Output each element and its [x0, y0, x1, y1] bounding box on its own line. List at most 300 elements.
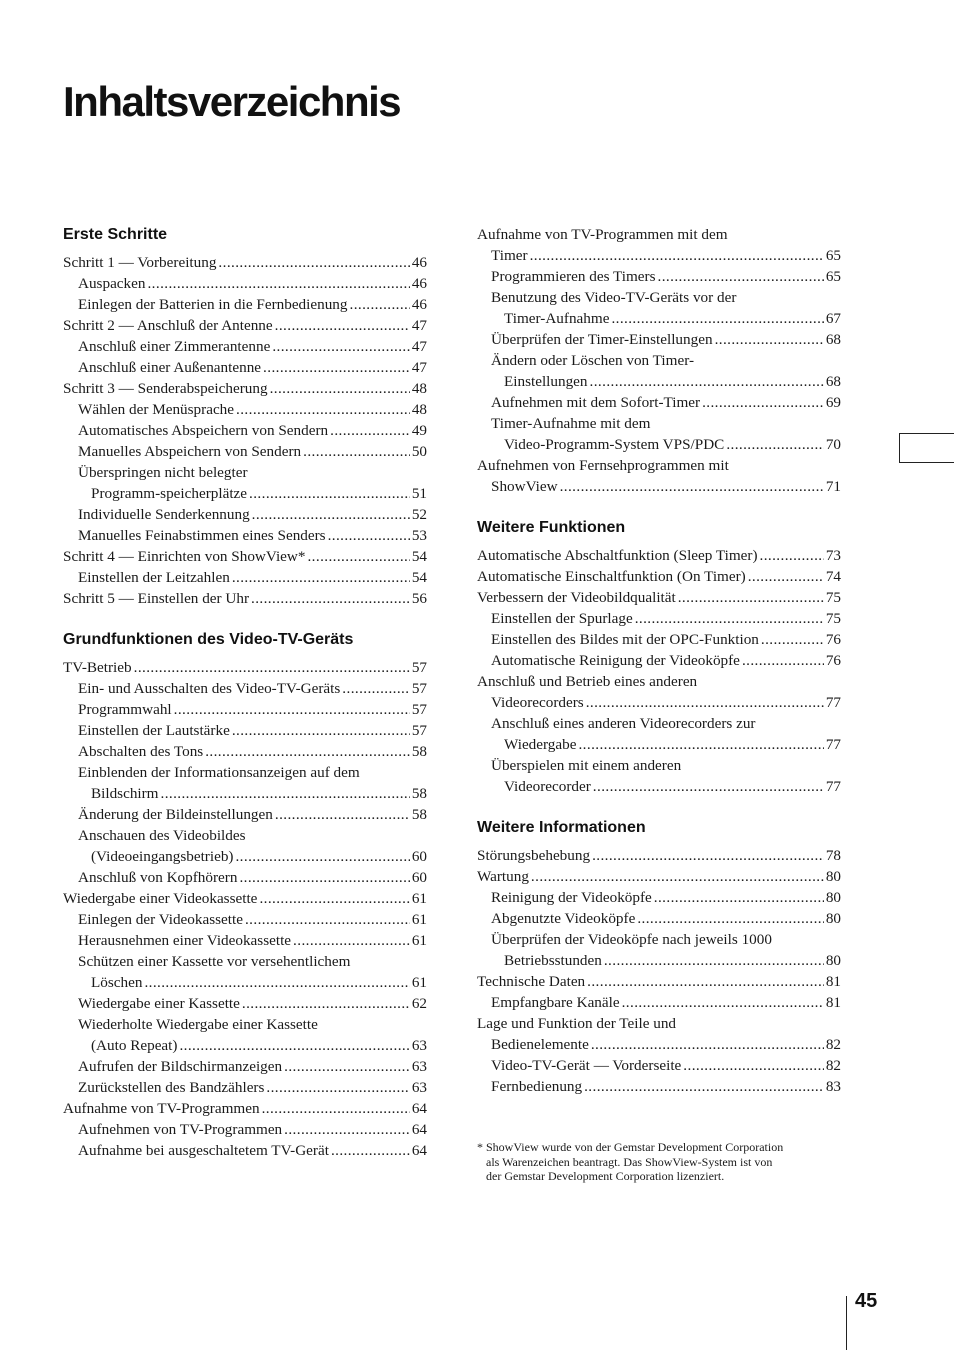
dot-leader — [331, 1140, 410, 1161]
dot-leader — [761, 629, 824, 650]
dot-leader — [179, 1035, 409, 1056]
toc-page-number: 58 — [411, 806, 427, 823]
toc-entry[interactable] — [477, 929, 841, 950]
toc-entry-title: Automatische Reinigung der Videoköpfe — [491, 652, 740, 669]
toc-entry[interactable] — [477, 266, 841, 287]
toc-entry[interactable] — [63, 657, 427, 678]
toc-entry[interactable] — [477, 608, 841, 629]
toc-entry[interactable] — [477, 434, 841, 455]
toc-entry-title: Änderung der Bildeinstellungen — [78, 806, 273, 823]
toc-entry-title: Herausnehmen einer Videokassette — [78, 932, 292, 949]
toc-entry[interactable] — [477, 350, 841, 371]
toc-entry-title: Technische Daten — [477, 973, 586, 990]
toc-page-number: 57 — [411, 722, 427, 739]
toc-row — [504, 776, 841, 797]
toc-row — [477, 971, 841, 992]
toc-row — [78, 294, 427, 315]
dot-leader — [263, 357, 410, 378]
toc-entry-title: Einstellen der Lautstärke — [78, 722, 230, 739]
toc-row — [78, 567, 427, 588]
toc-entry-title: Überprüfen der Videoköpfe nach jeweils 1000 — [491, 931, 772, 948]
toc-entry-title: Video-Programm-System VPS/PDC — [504, 436, 725, 453]
toc-row — [78, 1077, 427, 1098]
dot-leader — [531, 866, 824, 887]
toc-entry[interactable] — [477, 1055, 841, 1076]
toc-left-column — [63, 224, 427, 1161]
toc-entry[interactable] — [63, 294, 427, 315]
toc-page-number: 57 — [411, 701, 427, 718]
dot-leader — [218, 252, 409, 273]
toc-row — [78, 699, 427, 720]
dot-leader — [586, 692, 824, 713]
toc-row — [78, 420, 427, 441]
toc-page-number: 75 — [825, 589, 841, 606]
toc-entry-title: Ein- und Ausschalten des Video-TV-Geräts — [78, 680, 341, 697]
toc-entry[interactable] — [63, 909, 427, 930]
toc-entry[interactable] — [477, 992, 841, 1013]
toc-page-number: 63 — [411, 1058, 427, 1075]
toc-entry-title: Manuelles Feinabstimmen eines Senders — [78, 527, 326, 544]
dot-leader — [251, 588, 410, 609]
toc-entry[interactable] — [63, 972, 427, 993]
toc-page-number: 78 — [825, 847, 841, 864]
toc-entry-title: Automatische Abschaltfunktion (Sleep Timer) — [477, 547, 758, 564]
dot-leader — [530, 245, 824, 266]
toc-entry[interactable] — [63, 699, 427, 720]
toc-entry[interactable] — [63, 762, 427, 783]
toc-row — [91, 972, 427, 993]
dot-leader — [236, 399, 410, 420]
chapter-tab-marker — [899, 433, 954, 463]
toc-page-number: 80 — [825, 868, 841, 885]
toc-page-number: 57 — [411, 659, 427, 676]
toc-entry-title: Aufnahme von TV-Programmen mit dem — [477, 226, 728, 243]
toc-row — [78, 1119, 427, 1140]
toc-page-number: 61 — [411, 890, 427, 907]
toc-page-number: 64 — [411, 1100, 427, 1117]
toc-row — [63, 252, 427, 273]
toc-entry-title: Fernbedienung — [491, 1078, 583, 1095]
toc-row — [63, 1098, 427, 1119]
toc-entry[interactable] — [63, 783, 427, 804]
dot-leader — [259, 888, 409, 909]
dot-leader — [205, 741, 410, 762]
toc-entry-title: Abschalten des Tons — [78, 743, 204, 760]
toc-page-number: 73 — [825, 547, 841, 564]
toc-entry[interactable] — [63, 441, 427, 462]
toc-entry[interactable] — [477, 455, 841, 476]
toc-entry-title: Lage und Funktion der Teile und — [477, 1015, 677, 1032]
toc-entry-title: Aufnehmen von TV-Programmen — [78, 1121, 283, 1138]
dot-leader — [637, 908, 824, 929]
toc-entry-title: (Videoeingangsbetrieb) — [91, 848, 234, 865]
dot-leader — [147, 273, 409, 294]
toc-entry-title: TV-Betrieb — [63, 659, 132, 676]
toc-row — [504, 371, 841, 392]
toc-entry-title: Störungsbehebung — [477, 847, 591, 864]
toc-entry-title: Anschluß und Betrieb eines anderen — [477, 673, 698, 690]
toc-entry-title: Aufrufen der Bildschirmanzeigen — [78, 1058, 283, 1075]
toc-entry-title: Timer — [491, 247, 528, 264]
toc-page-number: 71 — [825, 478, 841, 495]
toc-page-number: 57 — [411, 680, 427, 697]
toc-page-number: 80 — [825, 952, 841, 969]
toc-entry-title: Manuelles Abspeichern von Sendern — [78, 443, 302, 460]
toc-page-number: 74 — [825, 568, 841, 585]
toc-row — [491, 992, 841, 1013]
toc-entry-title: Einstellen des Bildes mit der OPC-Funktion — [491, 631, 759, 648]
toc-entry-title: Wiedergabe einer Kassette — [78, 995, 240, 1012]
toc-page-number: 63 — [411, 1079, 427, 1096]
toc-entry[interactable] — [63, 825, 427, 846]
toc-row — [477, 866, 841, 887]
toc-page-number: 76 — [825, 652, 841, 669]
toc-entry-title: Benutzung des Video-TV-Geräts vor der — [491, 289, 737, 306]
toc-page-number: 77 — [825, 778, 841, 795]
toc-entry[interactable] — [477, 1076, 841, 1097]
toc-entry[interactable] — [63, 1077, 427, 1098]
dot-leader — [702, 392, 824, 413]
toc-page-number: 68 — [825, 373, 841, 390]
toc-entry[interactable] — [63, 357, 427, 378]
dot-leader — [161, 783, 410, 804]
dot-leader — [635, 608, 824, 629]
dot-leader — [560, 476, 824, 497]
toc-row — [78, 720, 427, 741]
toc-page-number: 64 — [411, 1121, 427, 1138]
toc-entry-title: ShowView — [491, 478, 558, 495]
toc-page-number: 80 — [825, 889, 841, 906]
toc-page-number: 47 — [411, 359, 427, 376]
toc-row — [78, 1140, 427, 1161]
toc-entry[interactable] — [63, 930, 427, 951]
toc-page-number: 61 — [411, 911, 427, 928]
dot-leader — [578, 734, 823, 755]
toc-entry[interactable] — [63, 846, 427, 867]
toc-entry-title: Timer-Aufnahme — [504, 310, 610, 327]
toc-row — [477, 587, 841, 608]
toc-row — [78, 804, 427, 825]
toc-row — [78, 336, 427, 357]
toc-row — [63, 588, 427, 609]
toc-entry[interactable] — [477, 566, 841, 587]
toc-entry-title: Videorecorder — [504, 778, 591, 795]
dot-leader — [715, 329, 824, 350]
toc-entry[interactable] — [477, 671, 841, 692]
toc-right-column — [477, 224, 841, 1097]
toc-entry[interactable] — [63, 804, 427, 825]
toc-entry-title: Empfangbare Kanäle — [491, 994, 620, 1011]
toc-entry[interactable] — [477, 245, 841, 266]
dot-leader — [272, 336, 410, 357]
toc-row — [91, 846, 427, 867]
toc-entry-title: Einstellen der Leitzahlen — [78, 569, 230, 586]
toc-page-number: 61 — [411, 974, 427, 991]
toc-row — [491, 1055, 841, 1076]
toc-entry-title: Anschluß eines anderen Videorecorders zur — [491, 715, 756, 732]
dot-leader — [262, 1098, 410, 1119]
dot-leader — [235, 846, 409, 867]
toc-row — [78, 357, 427, 378]
toc-page-number: 77 — [825, 694, 841, 711]
toc-page-number: 46 — [411, 275, 427, 292]
toc-entry[interactable] — [477, 392, 841, 413]
toc-page-number: 69 — [825, 394, 841, 411]
footnote — [477, 1140, 847, 1184]
toc-entry[interactable] — [477, 287, 841, 308]
toc-page-number: 58 — [411, 785, 427, 802]
page-title: Inhaltsverzeichnis — [63, 78, 401, 125]
toc-row — [477, 845, 841, 866]
toc-entry[interactable] — [63, 1098, 427, 1119]
toc-entry[interactable] — [477, 545, 841, 566]
dot-leader — [174, 699, 410, 720]
toc-entry[interactable] — [477, 371, 841, 392]
toc-row — [491, 329, 841, 350]
toc-entry-title: Wählen der Menüsprache — [78, 401, 235, 418]
toc-row — [491, 245, 841, 266]
toc-entry[interactable] — [63, 1119, 427, 1140]
toc-page-number: 62 — [411, 995, 427, 1012]
toc-row — [504, 434, 841, 455]
dot-leader — [593, 776, 824, 797]
toc-page-number: 81 — [825, 994, 841, 1011]
toc-page-number: 63 — [411, 1037, 427, 1054]
toc-list — [477, 845, 841, 1097]
dot-leader — [760, 545, 824, 566]
toc-entry-title: Wiedergabe — [504, 736, 577, 753]
dot-leader — [307, 546, 409, 567]
toc-entry-title: Automatisches Abspeichern von Sendern — [78, 422, 329, 439]
toc-entry-title: Schritt 5 — Einstellen der Uhr — [63, 590, 250, 607]
toc-entry[interactable] — [63, 1014, 427, 1035]
toc-page-number: 77 — [825, 736, 841, 753]
dot-leader — [284, 1056, 410, 1077]
toc-entry[interactable] — [477, 713, 841, 734]
dot-leader — [611, 308, 823, 329]
toc-entry-title: Programm-speicherplätze — [91, 485, 248, 502]
toc-entry-title: Schützen einer Kassette vor versehentlichem — [78, 953, 351, 970]
toc-page-number: 58 — [411, 743, 427, 760]
toc-entry[interactable] — [477, 776, 841, 797]
footnote-line: als Warenzeichen beantragt. Das ShowView-System ist von — [486, 1154, 773, 1169]
toc-entry[interactable] — [63, 1140, 427, 1161]
section-heading: Weitere Funktionen — [477, 519, 626, 536]
toc-row — [491, 692, 841, 713]
dot-leader — [303, 441, 410, 462]
toc-page-number: 61 — [411, 932, 427, 949]
toc-list — [477, 545, 841, 797]
dot-leader — [275, 804, 410, 825]
toc-entry-title: Bildschirm — [91, 785, 159, 802]
toc-entry[interactable] — [63, 1035, 427, 1056]
toc-entry[interactable] — [63, 867, 427, 888]
toc-entry[interactable] — [477, 734, 841, 755]
toc-entry[interactable] — [477, 587, 841, 608]
toc-entry[interactable] — [63, 567, 427, 588]
toc-entry-title: Ändern oder Löschen von Timer- — [491, 352, 695, 369]
toc-entry[interactable] — [477, 629, 841, 650]
section-heading: Grundfunktionen des Video-TV-Geräts — [63, 631, 354, 648]
toc-row — [78, 993, 427, 1014]
toc-entry-title: Programmieren des Timers — [491, 268, 656, 285]
dot-leader — [144, 972, 409, 993]
toc-page-number: 48 — [411, 401, 427, 418]
dot-leader — [587, 971, 824, 992]
toc-page-number: 65 — [825, 268, 841, 285]
toc-row — [477, 545, 841, 566]
toc-entry[interactable] — [63, 588, 427, 609]
toc-entry[interactable] — [63, 336, 427, 357]
toc-row — [78, 741, 427, 762]
toc-entry-title: Aufnehmen von Fernsehprogrammen mit — [477, 457, 729, 474]
toc-row — [78, 399, 427, 420]
dot-leader — [134, 657, 410, 678]
toc-entry-title: Timer-Aufnahme mit dem — [491, 415, 651, 432]
toc-entry[interactable] — [477, 692, 841, 713]
toc-entry[interactable] — [63, 720, 427, 741]
toc-entry[interactable] — [63, 888, 427, 909]
toc-entry[interactable] — [63, 252, 427, 273]
dot-leader — [284, 1119, 410, 1140]
toc-entry-title: Anschluß einer Außenantenne — [78, 359, 262, 376]
toc-entry[interactable] — [63, 483, 427, 504]
toc-entry-title: Anschluß von Kopfhörern — [78, 869, 238, 886]
toc-page-number: 47 — [411, 338, 427, 355]
toc-entry-title: Überspringen nicht belegter — [78, 464, 248, 481]
toc-entry-title: Automatische Einschaltfunktion (On Timer) — [477, 568, 746, 585]
toc-row — [63, 888, 427, 909]
dot-leader — [330, 420, 410, 441]
toc-entry[interactable] — [477, 866, 841, 887]
toc-page-number: 51 — [411, 485, 427, 502]
toc-entry-title: (Auto Repeat) — [91, 1037, 178, 1054]
toc-entry[interactable] — [63, 504, 427, 525]
toc-entry-title: Verbessern der Videobildqualität — [477, 589, 676, 606]
toc-entry-title: Individuelle Senderkennung — [78, 506, 250, 523]
toc-page-number: 65 — [825, 247, 841, 264]
toc-entry[interactable] — [477, 845, 841, 866]
toc-entry[interactable] — [477, 971, 841, 992]
toc-entry[interactable] — [477, 1013, 841, 1034]
toc-row — [491, 908, 841, 929]
toc-row — [91, 483, 427, 504]
toc-entry[interactable] — [63, 273, 427, 294]
dot-leader — [592, 845, 824, 866]
toc-row — [491, 608, 841, 629]
toc-row — [491, 887, 841, 908]
dot-leader — [249, 483, 410, 504]
toc-row — [78, 930, 427, 951]
toc-row — [78, 867, 427, 888]
toc-entry-title: Schritt 4 — Einrichten von ShowView* — [63, 548, 306, 565]
toc-row — [491, 650, 841, 671]
toc-row — [63, 657, 427, 678]
toc-entry-title: Auspacken — [78, 275, 146, 292]
toc-page-number: 56 — [411, 590, 427, 607]
toc-entry-title: Löschen — [91, 974, 143, 991]
dot-leader — [245, 909, 410, 930]
toc-entry-title: Wartung — [477, 868, 529, 885]
toc-row — [491, 1034, 841, 1055]
toc-entry[interactable] — [63, 315, 427, 336]
dot-leader — [342, 678, 410, 699]
dot-leader — [658, 266, 824, 287]
toc-row — [63, 315, 427, 336]
toc-page-number: 68 — [825, 331, 841, 348]
toc-entry[interactable] — [63, 678, 427, 699]
toc-row — [78, 1056, 427, 1077]
toc-entry[interactable] — [63, 399, 427, 420]
toc-entry[interactable] — [477, 329, 841, 350]
toc-entry[interactable] — [477, 308, 841, 329]
toc-entry[interactable] — [477, 224, 841, 245]
dot-leader — [293, 930, 410, 951]
section-heading: Weitere Informationen — [477, 819, 646, 836]
toc-entry[interactable] — [63, 378, 427, 399]
toc-entry-title: Anschluß einer Zimmerantenne — [78, 338, 271, 355]
toc-row — [78, 909, 427, 930]
dot-leader — [683, 1055, 824, 1076]
dot-leader — [328, 525, 410, 546]
toc-entry[interactable] — [63, 741, 427, 762]
toc-entry[interactable] — [477, 908, 841, 929]
toc-entry[interactable] — [63, 420, 427, 441]
toc-row — [78, 504, 427, 525]
dot-leader — [604, 950, 824, 971]
toc-row — [78, 525, 427, 546]
toc-entry[interactable] — [63, 1056, 427, 1077]
toc-entry-title: Schritt 3 — Senderabspeicherung — [63, 380, 268, 397]
toc-page-number: 82 — [825, 1057, 841, 1074]
toc-page-number: 64 — [411, 1142, 427, 1159]
toc-entry-title: Überprüfen der Timer-Einstellungen — [491, 331, 713, 348]
toc-entry[interactable] — [63, 993, 427, 1014]
toc-entry[interactable] — [63, 525, 427, 546]
toc-entry-title: Einlegen der Batterien in die Fernbedienung — [78, 296, 348, 313]
toc-entry[interactable] — [477, 650, 841, 671]
toc-entry[interactable] — [477, 476, 841, 497]
dot-leader — [742, 650, 824, 671]
toc-entry-title: Video-TV-Gerät — Vorderseite — [491, 1057, 682, 1074]
toc-entry-title: Betriebsstunden — [504, 952, 602, 969]
toc-row — [78, 273, 427, 294]
toc-entry[interactable] — [63, 462, 427, 483]
toc-entry[interactable] — [477, 1034, 841, 1055]
toc-page-number: 48 — [411, 380, 427, 397]
toc-row — [78, 678, 427, 699]
toc-page-number: 76 — [825, 631, 841, 648]
toc-page-number: 70 — [825, 436, 841, 453]
toc-entry[interactable] — [477, 950, 841, 971]
toc-row — [504, 308, 841, 329]
toc-entry-title: Aufnahme von TV-Programmen — [63, 1100, 260, 1117]
dot-leader — [622, 992, 824, 1013]
toc-row — [63, 378, 427, 399]
toc-entry-title: Schritt 1 — Vorbereitung — [63, 254, 217, 271]
toc-list — [63, 657, 427, 1161]
toc-entry[interactable] — [477, 887, 841, 908]
toc-entry[interactable] — [63, 951, 427, 972]
toc-entry[interactable] — [63, 546, 427, 567]
toc-row — [504, 734, 841, 755]
dot-leader — [239, 867, 409, 888]
toc-entry-title: Einstellen der Spurlage — [491, 610, 633, 627]
toc-page-number: 47 — [411, 317, 427, 334]
dot-leader — [584, 1076, 824, 1097]
toc-entry[interactable] — [477, 755, 841, 776]
toc-entry[interactable] — [477, 413, 841, 434]
